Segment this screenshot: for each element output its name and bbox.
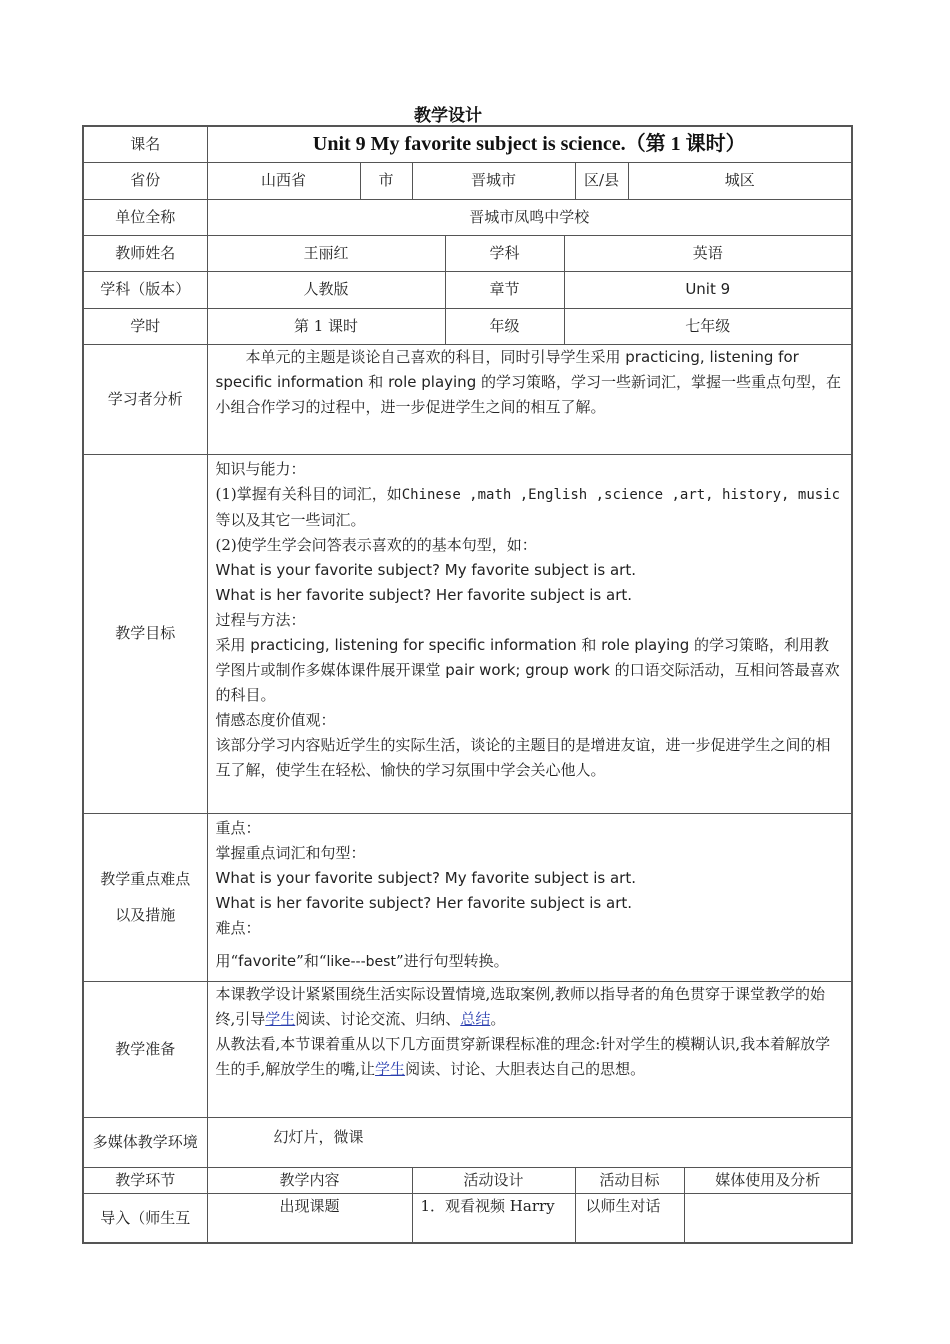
period-label: 学时 <box>83 308 207 344</box>
prep-content <box>207 981 852 1117</box>
learner-text: 的学习策略，学习一些新词汇，掌握一些重点句型，在小组合作学习的过程中，进一步促进学生之间的相互了解。 <box>215 372 841 416</box>
goals-label: 教学目标 <box>83 454 207 813</box>
prep-paragraph: 从教法看,本节课着重从以下几方面贯穿新课程标准的理念:针对学生的模糊认识,我本着解放学生的手,解放学生的嘴,让学生阅读、讨论、大胆表达自己的思想。 <box>215 1034 831 1078</box>
goals-sentence: What is her favorite subject? Her favorite subject is art. <box>215 585 633 604</box>
learner-analysis <box>207 344 852 454</box>
subject-label: 学科 <box>445 235 564 271</box>
chapter-label: 章节 <box>445 271 564 308</box>
province-label: 省份 <box>83 162 207 199</box>
goals-item: (2)使学生学会问答表示喜欢的的基本句型，如： <box>215 535 537 554</box>
goals-attitude-text: 该部分学习内容贴近学生的实际生活，谈论的主题目的是增进友谊，进一步促进学生之间的相互了解，使学生在轻松、愉快的学习氛围中学会关心他人。 <box>215 735 831 779</box>
goals-heading-knowledge: 知识与能力： <box>215 459 306 478</box>
edition-label: 学科（版本） <box>83 271 207 308</box>
keypoints-text: 掌握重点词汇和句型： <box>215 843 366 862</box>
flow-header-goal: 活动目标 <box>575 1167 684 1193</box>
flow-row-goal: 以师生对话 <box>575 1193 684 1243</box>
media-label: 多媒体教学环境 <box>83 1117 207 1167</box>
keypoints-label: 教学重点难点 以及措施 <box>83 813 207 981</box>
difficulty-heading: 难点： <box>215 918 261 937</box>
lesson-plan-table <box>82 125 853 1244</box>
prep-paragraph: 本课教学设计紧紧围绕生活实际设置情境,选取案例,教师以指导者的角色贯穿于课堂教学的始终,引导学生阅读、讨论交流、归纳、总结。 <box>215 984 826 1028</box>
learner-text: practicing, listening for specific information <box>215 347 799 391</box>
edition-value: 人教版 <box>207 271 445 308</box>
flow-row-media <box>684 1193 852 1243</box>
goals-process-text: 采用 practicing, listening for specific information 和 role playing 的学习策略，利用教学图片或制作多媒体课件展开课堂 pair work; group work 的口语交际活动，互相问答最喜欢的科目。 <box>215 635 840 704</box>
chapter-value: Unit 9 <box>564 271 852 308</box>
goals-sentence: What is your favorite subject? My favorite subject is art. <box>215 560 636 579</box>
flow-row-activity: 1．观看视频 Harry <box>412 1193 575 1243</box>
grade-label: 年级 <box>445 308 564 344</box>
district-value: 城区 <box>628 162 852 199</box>
learner-label: 学习者分析 <box>83 344 207 454</box>
flow-row-stage: 导入（师生互 <box>83 1193 207 1243</box>
goals-item: (1)掌握有关科目的词汇，如Chinese ,math ,English ,science ,art, history, music 等以及其它一些词汇。 <box>215 484 841 529</box>
teacher-label: 教师姓名 <box>83 235 207 271</box>
course-title: Unit 9 My favorite subject is science.（第 1 课时） <box>207 126 852 162</box>
teaching-goals <box>207 454 852 813</box>
flow-header-activity: 活动设计 <box>412 1167 575 1193</box>
keypoints-sentence: What is her favorite subject? Her favorite subject is art. <box>215 893 633 912</box>
province-value: 山西省 <box>207 162 360 199</box>
learner-text: 和 <box>368 372 384 391</box>
learner-text: 本单元的主题是谈论自己喜欢的科目，同时引导学生采用 <box>245 347 621 366</box>
media-value: 幻灯片，微课 <box>207 1117 852 1167</box>
difficulty-text: 用“favorite”和“like---best”进行句型转换。 <box>215 951 509 970</box>
flow-row-content: 出现课题 <box>207 1193 412 1243</box>
keypoints-sentence: What is your favorite subject? My favorite subject is art. <box>215 868 636 887</box>
learner-text: role playing <box>383 372 481 391</box>
city-value: 晋城市 <box>412 162 575 199</box>
flow-header-content: 教学内容 <box>207 1167 412 1193</box>
student-link[interactable]: 学生 <box>375 1059 406 1078</box>
course-label: 课名 <box>83 126 207 162</box>
goals-heading-process: 过程与方法： <box>215 610 306 629</box>
goals-heading-attitude: 情感态度价值观： <box>215 710 336 729</box>
keypoints-content <box>207 813 852 981</box>
city-label: 市 <box>360 162 412 199</box>
prep-label: 教学准备 <box>83 981 207 1117</box>
flow-header-media: 媒体使用及分析 <box>684 1167 852 1193</box>
document-title: 教学设计 <box>414 106 482 126</box>
period-value: 第 1 课时 <box>207 308 445 344</box>
grade-value: 七年级 <box>564 308 852 344</box>
keypoints-heading: 重点： <box>215 818 261 837</box>
flow-header-stage: 教学环节 <box>83 1167 207 1193</box>
teacher-value: 王丽红 <box>207 235 445 271</box>
subject-value: 英语 <box>564 235 852 271</box>
student-link[interactable]: 学生 <box>265 1009 296 1028</box>
unit-label: 单位全称 <box>83 199 207 235</box>
summary-link[interactable]: 总结 <box>460 1009 491 1028</box>
district-label: 区/县 <box>575 162 628 199</box>
unit-value: 晋城市凤鸣中学校 <box>207 199 852 235</box>
